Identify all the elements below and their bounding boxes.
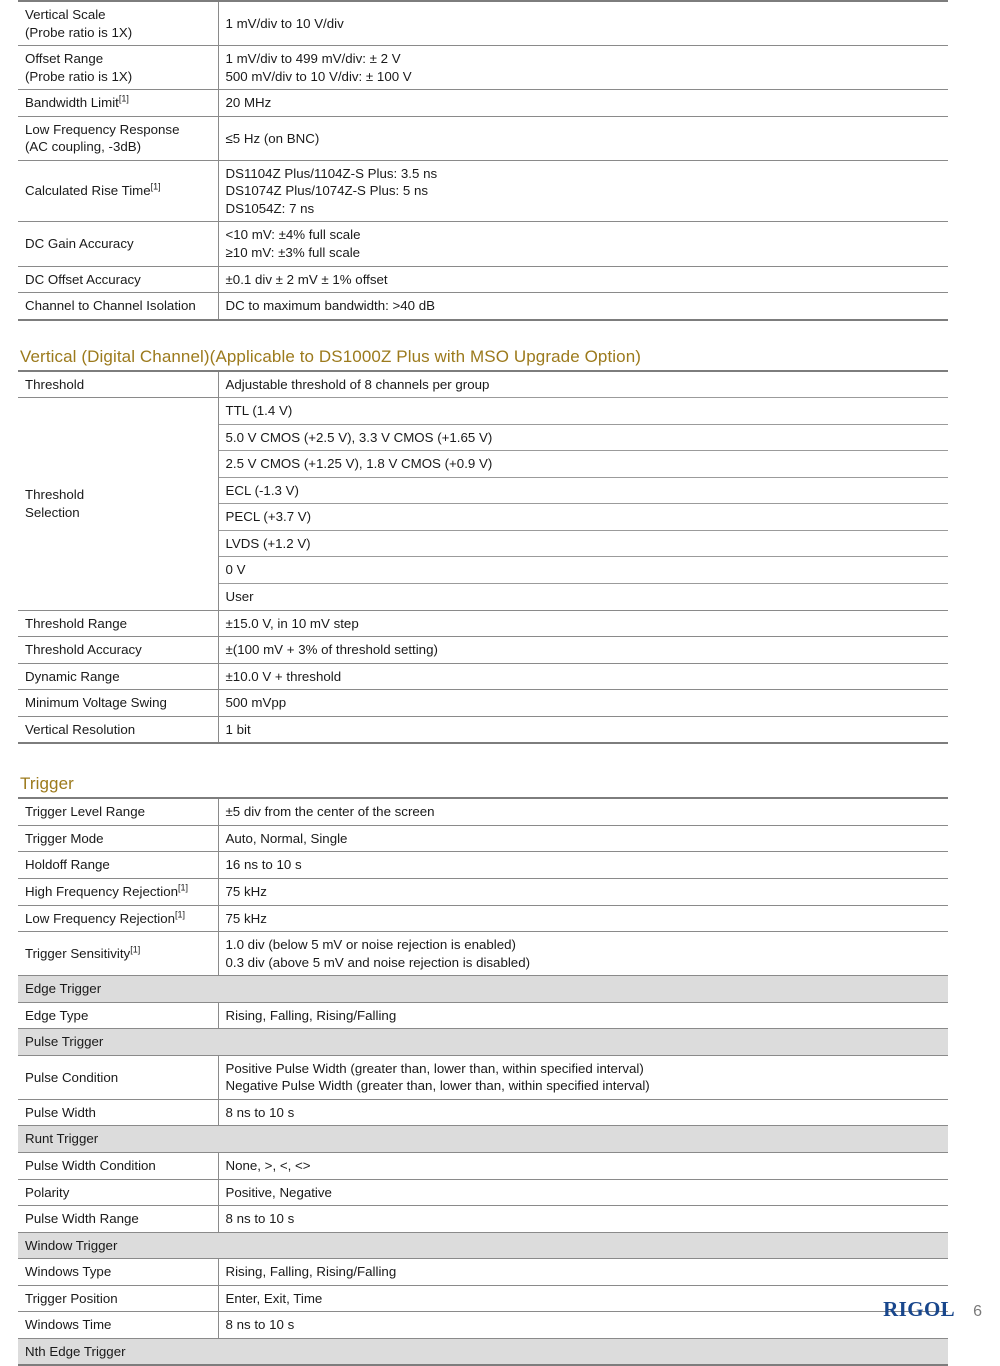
spec-value-cell bbox=[218, 1055, 948, 1099]
section-row-label bbox=[18, 1126, 948, 1153]
spec-value-cell bbox=[218, 530, 948, 557]
spec-label-cell bbox=[18, 663, 218, 690]
spec-value-cell bbox=[218, 1002, 948, 1029]
cell-line: Vertical Resolution bbox=[25, 721, 136, 737]
table-row bbox=[18, 663, 948, 690]
cell-line: 8 ns to 10 s bbox=[225, 1317, 295, 1333]
trigger-rows bbox=[18, 798, 948, 1365]
cell-line: Calculated Rise Time[1] bbox=[25, 181, 161, 199]
spec-value-cell bbox=[218, 398, 948, 425]
cell-line: Trigger Position bbox=[25, 1290, 118, 1306]
spec-value-cell bbox=[218, 852, 948, 879]
cell-line: 5.0 V CMOS (+2.5 V), 3.3 V CMOS (+1.65 V) bbox=[225, 429, 493, 445]
cell-line: (Probe ratio is 1X) bbox=[25, 24, 133, 40]
spec-label-cell bbox=[18, 398, 218, 610]
table-row bbox=[18, 1152, 948, 1179]
footnote-marker: [1] bbox=[118, 93, 129, 104]
cell-line: LVDS (+1.2 V) bbox=[225, 535, 311, 551]
spec-value-cell bbox=[218, 46, 948, 90]
rigol-logo: RIGOL bbox=[883, 1297, 956, 1321]
cell-line: Pulse Trigger bbox=[25, 1034, 104, 1050]
cell-line: Pulse Width bbox=[25, 1104, 96, 1120]
spec-value-cell bbox=[218, 293, 948, 320]
cell-line: 0.3 div (above 5 mV and noise rejection is disabled) bbox=[225, 954, 531, 970]
page-footer bbox=[883, 1297, 982, 1322]
cell-line: (Probe ratio is 1X) bbox=[25, 68, 133, 84]
spec-label-cell bbox=[18, 878, 218, 905]
cell-line: Nth Edge Trigger bbox=[25, 1343, 126, 1359]
spec-label-cell bbox=[18, 1055, 218, 1099]
table-row bbox=[18, 160, 948, 222]
spec-value-cell bbox=[218, 932, 948, 976]
spec-label-cell bbox=[18, 932, 218, 976]
spec-label-cell bbox=[18, 1206, 218, 1233]
spec-label-cell bbox=[18, 160, 218, 222]
section-row-label bbox=[18, 1338, 948, 1365]
table-section-row bbox=[18, 1232, 948, 1259]
table-row bbox=[18, 1285, 948, 1312]
table-row bbox=[18, 610, 948, 637]
cell-line: Vertical Scale bbox=[25, 7, 106, 22]
spec-value-cell bbox=[218, 1099, 948, 1126]
cell-line: ≤5 Hz (on BNC) bbox=[225, 130, 320, 146]
cell-line: Trigger Mode bbox=[25, 830, 104, 846]
table-row bbox=[18, 852, 948, 879]
table-row bbox=[18, 1206, 948, 1233]
table-row bbox=[18, 1259, 948, 1286]
cell-line: Pulse Width Condition bbox=[25, 1157, 156, 1173]
cell-line: 75 kHz bbox=[225, 883, 267, 899]
cell-line: Auto, Normal, Single bbox=[225, 830, 348, 846]
cell-line: 500 mVpp bbox=[225, 695, 287, 711]
vertical-analog-rows bbox=[18, 1, 948, 320]
trigger-section bbox=[18, 774, 982, 1366]
footnote-marker: [1] bbox=[150, 181, 161, 192]
table-row bbox=[18, 1179, 948, 1206]
cell-line: 500 mV/div to 10 V/div: ± 100 V bbox=[225, 68, 412, 84]
spec-label-cell bbox=[18, 266, 218, 293]
cell-line: Threshold bbox=[25, 376, 85, 392]
cell-line: Trigger Sensitivity[1] bbox=[25, 944, 141, 961]
table-row bbox=[18, 116, 948, 160]
spec-value-cell bbox=[218, 878, 948, 905]
spec-value-cell bbox=[218, 637, 948, 664]
cell-line: None, >, <, <> bbox=[225, 1157, 311, 1173]
spec-label-cell bbox=[18, 1002, 218, 1029]
cell-line: 1.0 div (below 5 mV or noise rejection is enabled) bbox=[225, 937, 516, 953]
table-row bbox=[18, 222, 948, 266]
spec-value-cell bbox=[218, 905, 948, 932]
spec-label-cell bbox=[18, 610, 218, 637]
table-row bbox=[18, 46, 948, 90]
spec-label-cell bbox=[18, 825, 218, 852]
cell-line: Threshold Range bbox=[25, 615, 128, 631]
table-row bbox=[18, 293, 948, 320]
table-row bbox=[18, 371, 948, 398]
trigger-spec-table bbox=[18, 797, 948, 1366]
table-row bbox=[18, 90, 948, 117]
cell-line: 0 V bbox=[225, 562, 246, 578]
section-heading-vertical-digital: Vertical (Digital Channel)(Applicable to DS1000Z Plus with MSO Upgrade Option) bbox=[20, 346, 642, 366]
spec-label-cell bbox=[18, 222, 218, 266]
table-row bbox=[18, 716, 948, 743]
spec-value-cell bbox=[218, 477, 948, 504]
spec-label-cell bbox=[18, 637, 218, 664]
spec-label-cell bbox=[18, 371, 218, 398]
footnote-marker: [1] bbox=[175, 909, 186, 920]
cell-line: Bandwidth Limit[1] bbox=[25, 93, 129, 111]
spec-value-cell bbox=[218, 1259, 948, 1286]
cell-line: DS1054Z: 7 ns bbox=[225, 200, 315, 216]
spec-value-cell bbox=[218, 1312, 948, 1339]
spec-value-cell bbox=[218, 371, 948, 398]
cell-line: Threshold Accuracy bbox=[25, 642, 142, 658]
cell-line: (AC coupling, -3dB) bbox=[25, 139, 142, 155]
cell-line: 1 mV/div to 499 mV/div: ± 2 V bbox=[225, 51, 401, 67]
cell-line: 2.5 V CMOS (+1.25 V), 1.8 V CMOS (+0.9 V) bbox=[225, 456, 493, 472]
cell-line: Minimum Voltage Swing bbox=[25, 695, 167, 711]
table-row bbox=[18, 1002, 948, 1029]
footnote-marker: [1] bbox=[178, 882, 189, 893]
spec-value-cell bbox=[218, 451, 948, 478]
table-section-row bbox=[18, 1126, 948, 1153]
table-section-row bbox=[18, 1338, 948, 1365]
cell-line: ±0.1 div ± 2 mV ± 1% offset bbox=[225, 271, 388, 287]
cell-line: DC to maximum bandwidth: >40 dB bbox=[225, 298, 436, 314]
vertical-digital-spec-table bbox=[18, 370, 948, 745]
cell-line: 20 MHz bbox=[225, 95, 272, 111]
cell-line: Edge Trigger bbox=[25, 981, 102, 997]
table-row bbox=[18, 266, 948, 293]
spec-label-cell bbox=[18, 293, 218, 320]
cell-line: Channel to Channel Isolation bbox=[25, 298, 196, 314]
spec-value-cell bbox=[218, 1152, 948, 1179]
cell-line: DC Offset Accuracy bbox=[25, 271, 141, 287]
spec-label-cell bbox=[18, 798, 218, 825]
spec-value-cell bbox=[218, 584, 948, 611]
spec-label-cell bbox=[18, 1152, 218, 1179]
cell-line: 1 mV/div to 10 V/div bbox=[225, 15, 344, 31]
cell-line: ±15.0 V, in 10 mV step bbox=[225, 615, 359, 631]
spec-label-cell bbox=[18, 1312, 218, 1339]
spec-label-cell bbox=[18, 1, 218, 46]
spec-label-cell bbox=[18, 116, 218, 160]
cell-line: 75 kHz bbox=[225, 910, 267, 926]
spec-label-cell bbox=[18, 690, 218, 717]
cell-line: DS1074Z Plus/1074Z-S Plus: 5 ns bbox=[225, 183, 429, 199]
cell-line: Selection bbox=[25, 504, 80, 520]
cell-line: Rising, Falling, Rising/Falling bbox=[225, 1007, 397, 1023]
vertical-digital-section bbox=[18, 347, 982, 745]
spec-value-cell bbox=[218, 222, 948, 266]
section-heading-trigger: Trigger bbox=[20, 774, 74, 794]
table-row bbox=[18, 1099, 948, 1126]
cell-line: ±5 div from the center of the screen bbox=[225, 804, 435, 820]
table-section-row bbox=[18, 1029, 948, 1056]
spec-value-cell bbox=[218, 798, 948, 825]
cell-line: Adjustable threshold of 8 channels per group bbox=[225, 376, 490, 392]
cell-line: Trigger Level Range bbox=[25, 804, 145, 820]
spec-value-cell bbox=[218, 610, 948, 637]
vertical-analog-spec-table bbox=[18, 0, 948, 321]
section-row-label bbox=[18, 1232, 948, 1259]
spec-value-cell bbox=[218, 504, 948, 531]
table-row bbox=[18, 798, 948, 825]
cell-line: Low Frequency Response bbox=[25, 121, 180, 137]
cell-line: Low Frequency Rejection[1] bbox=[25, 909, 186, 926]
spec-label-cell bbox=[18, 905, 218, 932]
spec-value-cell bbox=[218, 90, 948, 117]
cell-line: Dynamic Range bbox=[25, 668, 120, 684]
spec-value-cell bbox=[218, 690, 948, 717]
cell-line: Polarity bbox=[25, 1184, 70, 1200]
cell-line: Offset Range bbox=[25, 51, 104, 67]
spec-label-cell bbox=[18, 716, 218, 743]
footnote-marker: [1] bbox=[130, 944, 141, 955]
spec-value-cell bbox=[218, 1, 948, 46]
table-row bbox=[18, 825, 948, 852]
cell-line: Positive Pulse Width (greater than, lower than, within specified interval) bbox=[225, 1060, 644, 1076]
table-row bbox=[18, 878, 948, 905]
cell-line: Holdoff Range bbox=[25, 857, 110, 873]
page-number: 6 bbox=[973, 1303, 982, 1320]
spec-label-cell bbox=[18, 852, 218, 879]
cell-line: Pulse Width Range bbox=[25, 1211, 139, 1227]
cell-line: Window Trigger bbox=[25, 1237, 118, 1253]
cell-line: DC Gain Accuracy bbox=[25, 236, 134, 252]
spec-label-cell bbox=[18, 1099, 218, 1126]
table-row bbox=[18, 932, 948, 976]
cell-line: Threshold bbox=[25, 487, 85, 503]
cell-line: Rising, Falling, Rising/Falling bbox=[225, 1264, 397, 1280]
spec-value-cell bbox=[218, 663, 948, 690]
cell-line: Windows Time bbox=[25, 1317, 112, 1333]
table-row bbox=[18, 905, 948, 932]
cell-line: ±(100 mV + 3% of threshold setting) bbox=[225, 642, 438, 658]
cell-line: ±10.0 V + threshold bbox=[225, 668, 342, 684]
cell-line: Positive, Negative bbox=[225, 1184, 332, 1200]
spec-value-cell bbox=[218, 825, 948, 852]
cell-line: Runt Trigger bbox=[25, 1131, 99, 1147]
cell-line: TTL (1.4 V) bbox=[225, 403, 293, 419]
spec-value-cell bbox=[218, 160, 948, 222]
spec-value-cell bbox=[218, 266, 948, 293]
cell-line: ≥10 mV: ±3% full scale bbox=[225, 245, 361, 261]
cell-line: 8 ns to 10 s bbox=[225, 1104, 295, 1120]
spec-value-cell bbox=[218, 1206, 948, 1233]
spec-value-cell bbox=[218, 424, 948, 451]
spec-label-cell bbox=[18, 1259, 218, 1286]
cell-line: 16 ns to 10 s bbox=[225, 857, 302, 873]
cell-line: 8 ns to 10 s bbox=[225, 1211, 295, 1227]
cell-line: 1 bit bbox=[225, 721, 251, 737]
cell-line: <10 mV: ±4% full scale bbox=[225, 227, 361, 243]
table-row bbox=[18, 1, 948, 46]
spec-value-cell bbox=[218, 1179, 948, 1206]
spec-label-cell bbox=[18, 1179, 218, 1206]
cell-line: High Frequency Rejection[1] bbox=[25, 882, 189, 899]
spec-value-cell bbox=[218, 716, 948, 743]
spec-label-cell bbox=[18, 1285, 218, 1312]
cell-line: User bbox=[225, 589, 254, 605]
table-row bbox=[18, 637, 948, 664]
cell-line: Edge Type bbox=[25, 1007, 89, 1023]
spec-label-cell bbox=[18, 46, 218, 90]
table-row bbox=[18, 690, 948, 717]
cell-line: Pulse Condition bbox=[25, 1069, 119, 1085]
spec-value-cell bbox=[218, 1285, 948, 1312]
spec-label-cell bbox=[18, 90, 218, 117]
cell-line: PECL (+3.7 V) bbox=[225, 509, 312, 525]
cell-line: Negative Pulse Width (greater than, lower than, within specified interval) bbox=[225, 1078, 650, 1094]
cell-line: Windows Type bbox=[25, 1264, 112, 1280]
spec-value-cell bbox=[218, 116, 948, 160]
cell-line: DS1104Z Plus/1104Z-S Plus: 3.5 ns bbox=[225, 165, 438, 181]
cell-line: ECL (-1.3 V) bbox=[225, 482, 299, 498]
section-row-label bbox=[18, 976, 948, 1003]
section-row-label bbox=[18, 1029, 948, 1056]
table-row bbox=[18, 1312, 948, 1339]
table-row bbox=[18, 398, 948, 425]
vertical-digital-rows bbox=[18, 371, 948, 744]
spec-value-cell bbox=[218, 557, 948, 584]
table-row bbox=[18, 1055, 948, 1099]
cell-line: Enter, Exit, Time bbox=[225, 1290, 323, 1306]
table-section-row bbox=[18, 976, 948, 1003]
